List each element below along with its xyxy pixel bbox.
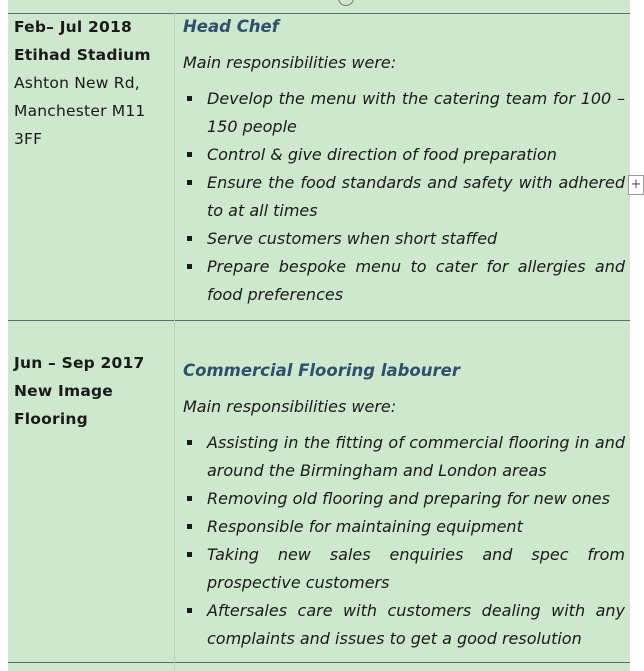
experience-table [8, 0, 630, 671]
date-location-cell [14, 349, 172, 433]
employer-name: Flooring [14, 410, 88, 428]
responsibilities-list [183, 429, 625, 653]
clipped-previous-row [8, 0, 630, 13]
responsibilities-list [183, 85, 625, 309]
table-row-divider [8, 320, 630, 321]
list-item: Ensure the food standards and safety with adhered to at all times [183, 169, 625, 225]
responsibilities-intro: Main responsibilities were: [183, 397, 397, 416]
job-details-cell [183, 357, 625, 653]
table-row [8, 349, 630, 662]
list-item: Prepare bespoke menu to cater for allergies and food preferences [183, 253, 625, 309]
list-item: Control & give direction of food preparation [183, 141, 625, 169]
job-title: Commercial Flooring labourer [183, 361, 460, 380]
employer-name: New Image [14, 382, 113, 400]
list-item: Taking new sales enquiries and spec from prospective customers [183, 541, 625, 597]
add-row-button[interactable]: + [628, 175, 644, 195]
address-line: Manchester M11 [14, 102, 146, 120]
list-item: Serve customers when short staffed [183, 225, 625, 253]
list-item: Aftersales care with customers dealing with any complaints and issues to get a good resolution [183, 597, 625, 653]
table-row [8, 13, 630, 320]
responsibilities-intro: Main responsibilities were: [183, 53, 397, 72]
clipped-glyph [338, 0, 354, 6]
job-details-cell [183, 13, 625, 309]
list-item: Responsible for maintaining equipment [183, 513, 625, 541]
list-item: Removing old flooring and preparing for new ones [183, 485, 625, 513]
list-item: Assisting in the fitting of commercial flooring in and around the Birmingham and London areas [183, 429, 625, 485]
list-item: Develop the menu with the catering team for 100 –150 people [183, 85, 625, 141]
employment-dates: Jun – Sep 2017 [14, 354, 145, 372]
address-line: 3FF [14, 130, 43, 148]
employer-name: Etihad Stadium [14, 46, 151, 64]
address-line: Ashton New Rd, [14, 74, 140, 92]
date-location-cell [14, 13, 172, 153]
employment-dates: Feb– Jul 2018 [14, 18, 132, 36]
table-border-bottom [8, 662, 630, 663]
job-title: Head Chef [183, 17, 279, 36]
